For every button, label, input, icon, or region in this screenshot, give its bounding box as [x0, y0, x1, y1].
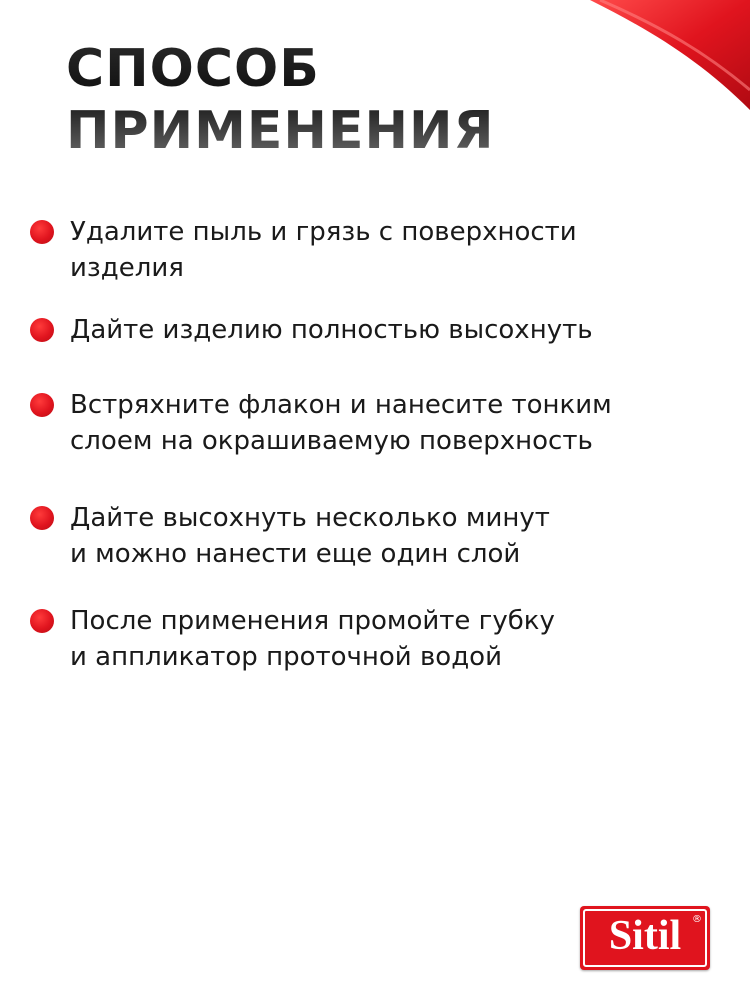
step-text-line: Дайте изделию полностью высохнуть — [70, 315, 593, 345]
step-text-line: слоем на окрашиваемую поверхность — [70, 426, 593, 456]
step-text — [70, 603, 720, 675]
title-line-2: ПРИМЕНЕНИЯ — [66, 101, 495, 161]
red-bullet-icon — [30, 609, 54, 633]
step-text-line: и можно нанести еще один слой — [70, 539, 521, 569]
step-text-line: После применения промойте губку — [70, 606, 555, 636]
registered-trademark-icon: ® — [692, 914, 702, 925]
sitil-brand-logo — [580, 906, 710, 970]
step-text — [70, 312, 720, 348]
step-text — [70, 214, 720, 286]
red-bullet-icon — [30, 318, 54, 342]
step-text-line: Встряхните флакон и нанесите тонким — [70, 390, 612, 420]
step-text-line: изделия — [70, 253, 184, 283]
red-bullet-icon — [30, 393, 54, 417]
page-title — [66, 38, 495, 162]
step-text-line: и аппликатор проточной водой — [70, 642, 502, 672]
title-line-1: СПОСОБ — [66, 39, 320, 99]
step-text — [70, 500, 720, 572]
step-text — [70, 387, 720, 459]
step-text-line: Дайте высохнуть несколько минут — [70, 503, 550, 533]
red-corner-swoosh-decoration — [450, 0, 750, 120]
step-text-line: Удалите пыль и грязь с поверхности — [70, 217, 577, 247]
logo-wordmark: Sitil — [608, 913, 682, 959]
red-bullet-icon — [30, 220, 54, 244]
red-bullet-icon — [30, 506, 54, 530]
